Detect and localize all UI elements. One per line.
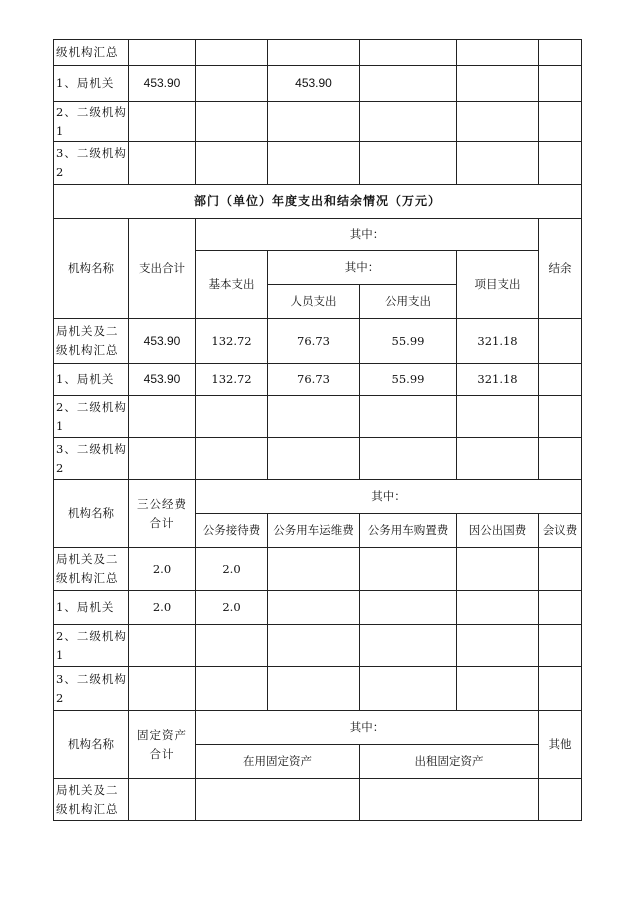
value-cell: 132.72: [196, 364, 268, 396]
header-assets-leased: 出租固定资产: [360, 745, 539, 779]
value-cell: [360, 66, 457, 102]
value-cell: 453.90: [268, 66, 360, 102]
org-name-cell: 2、二级机构1: [54, 396, 129, 438]
table-row: [54, 548, 582, 591]
value-cell: [196, 142, 268, 185]
financial-table: [53, 39, 582, 821]
value-cell: [268, 667, 360, 711]
table-row: [54, 40, 582, 66]
value-cell: [129, 102, 196, 142]
value-cell: [129, 142, 196, 185]
value-cell: 2.0: [129, 591, 196, 625]
value-cell: [539, 779, 582, 821]
table-row: [54, 625, 582, 667]
value-cell: [268, 438, 360, 480]
header-balance: 结余: [539, 219, 582, 319]
value-cell: [196, 66, 268, 102]
value-cell: 2.0: [196, 591, 268, 625]
header-public-expense: 公用支出: [360, 285, 457, 319]
value-cell: [539, 667, 582, 711]
org-name-cell: 3、二级机构2: [54, 667, 129, 711]
value-cell: [196, 667, 268, 711]
table-row: [54, 438, 582, 480]
header-personnel-expense: 人员支出: [268, 285, 360, 319]
header-meeting: 会议费: [539, 514, 582, 548]
header-fixed-assets-total-label: 固定资产合计: [137, 727, 187, 761]
value-cell: [360, 667, 457, 711]
org-name-cell: 3、二级机构2: [54, 142, 129, 185]
org-name-cell: 2、二级机构1: [54, 102, 129, 142]
value-cell: [129, 396, 196, 438]
value-cell: [196, 779, 360, 821]
value-cell: [360, 102, 457, 142]
header-row: [54, 480, 582, 514]
value-cell: [129, 667, 196, 711]
header-three-public-total: [129, 480, 196, 548]
org-name-cell: 局机关及二级机构汇总: [54, 319, 129, 364]
section-title: 部门（单位）年度支出和结余情况（万元）: [54, 185, 582, 219]
header-overseas-travel: 因公出国费: [457, 514, 539, 548]
value-cell: [360, 779, 539, 821]
org-name-cell: 1、局机关: [54, 591, 129, 625]
value-cell: [457, 667, 539, 711]
value-cell: [539, 548, 582, 591]
header-of-which: 其中：: [196, 480, 582, 514]
header-other: 其他: [539, 711, 582, 779]
value-cell: [360, 396, 457, 438]
value-cell: 132.72: [196, 319, 268, 364]
table-row: [54, 102, 582, 142]
value-cell: [539, 625, 582, 667]
value-cell: [457, 142, 539, 185]
value-cell: [539, 319, 582, 364]
value-cell: [268, 40, 360, 66]
value-cell: [539, 396, 582, 438]
value-cell: [196, 625, 268, 667]
value-cell: [360, 40, 457, 66]
header-basic-expense: 基本支出: [196, 251, 268, 319]
value-cell: [360, 548, 457, 591]
value-cell: [539, 102, 582, 142]
value-cell: [457, 591, 539, 625]
value-cell: 2.0: [196, 548, 268, 591]
value-cell: [539, 364, 582, 396]
value-cell: [457, 625, 539, 667]
value-cell: [360, 591, 457, 625]
table-row: [54, 667, 582, 711]
value-cell: 76.73: [268, 319, 360, 364]
value-cell: [196, 396, 268, 438]
header-row: [54, 219, 582, 251]
value-cell: [360, 625, 457, 667]
header-three-public-total-label: 三公经费合计: [137, 496, 187, 530]
header-fixed-assets-total: [129, 711, 196, 779]
value-cell: [539, 142, 582, 185]
header-of-which: 其中：: [196, 711, 539, 745]
value-cell: 453.90: [129, 364, 196, 396]
value-cell: [539, 438, 582, 480]
header-row: [54, 711, 582, 745]
value-cell: 2.0: [129, 548, 196, 591]
table-row: [54, 779, 582, 821]
value-cell: [457, 66, 539, 102]
value-cell: [539, 66, 582, 102]
value-cell: [268, 548, 360, 591]
section-title-row: [54, 185, 582, 219]
value-cell: [268, 591, 360, 625]
org-name-cell: 1、局机关: [54, 66, 129, 102]
value-cell: 453.90: [129, 319, 196, 364]
value-cell: [268, 625, 360, 667]
value-cell: [196, 102, 268, 142]
value-cell: 55.99: [360, 319, 457, 364]
value-cell: [360, 438, 457, 480]
header-org-name: 机构名称: [54, 219, 129, 319]
header-of-which: 其中：: [196, 219, 539, 251]
header-vehicle-purchase: 公务用车购置费: [360, 514, 457, 548]
value-cell: [360, 142, 457, 185]
org-name-cell: 级机构汇总: [54, 40, 129, 66]
value-cell: [129, 779, 196, 821]
value-cell: [539, 40, 582, 66]
value-cell: [129, 438, 196, 480]
value-cell: 321.18: [457, 364, 539, 396]
value-cell: [457, 102, 539, 142]
value-cell: [539, 591, 582, 625]
table-row: [54, 396, 582, 438]
value-cell: [196, 438, 268, 480]
header-of-which-sub: 其中：: [268, 251, 457, 285]
table-row: [54, 364, 582, 396]
header-reception: 公务接待费: [196, 514, 268, 548]
org-name-cell: 2、二级机构1: [54, 625, 129, 667]
header-project-expense: 项目支出: [457, 251, 539, 319]
value-cell: [268, 102, 360, 142]
table-row: [54, 66, 582, 102]
value-cell: [129, 40, 196, 66]
value-cell: [457, 396, 539, 438]
value-cell: [268, 396, 360, 438]
value-cell: 321.18: [457, 319, 539, 364]
org-name-cell: 局机关及二级机构汇总: [54, 779, 129, 821]
value-cell: [457, 40, 539, 66]
header-expense-total: 支出合计: [129, 219, 196, 319]
table-row: [54, 142, 582, 185]
value-cell: 55.99: [360, 364, 457, 396]
org-name-cell: 局机关及二级机构汇总: [54, 548, 129, 591]
header-org-name: 机构名称: [54, 711, 129, 779]
value-cell: 453.90: [129, 66, 196, 102]
value-cell: [129, 625, 196, 667]
value-cell: [457, 548, 539, 591]
org-name-cell: 1、局机关: [54, 364, 129, 396]
header-assets-in-use: 在用固定资产: [196, 745, 360, 779]
value-cell: [457, 438, 539, 480]
header-vehicle-operation: 公务用车运维费: [268, 514, 360, 548]
value-cell: [196, 40, 268, 66]
table-row: [54, 591, 582, 625]
table-row: [54, 319, 582, 364]
org-name-cell: 3、二级机构2: [54, 438, 129, 480]
value-cell: 76.73: [268, 364, 360, 396]
header-org-name: 机构名称: [54, 480, 129, 548]
value-cell: [268, 142, 360, 185]
